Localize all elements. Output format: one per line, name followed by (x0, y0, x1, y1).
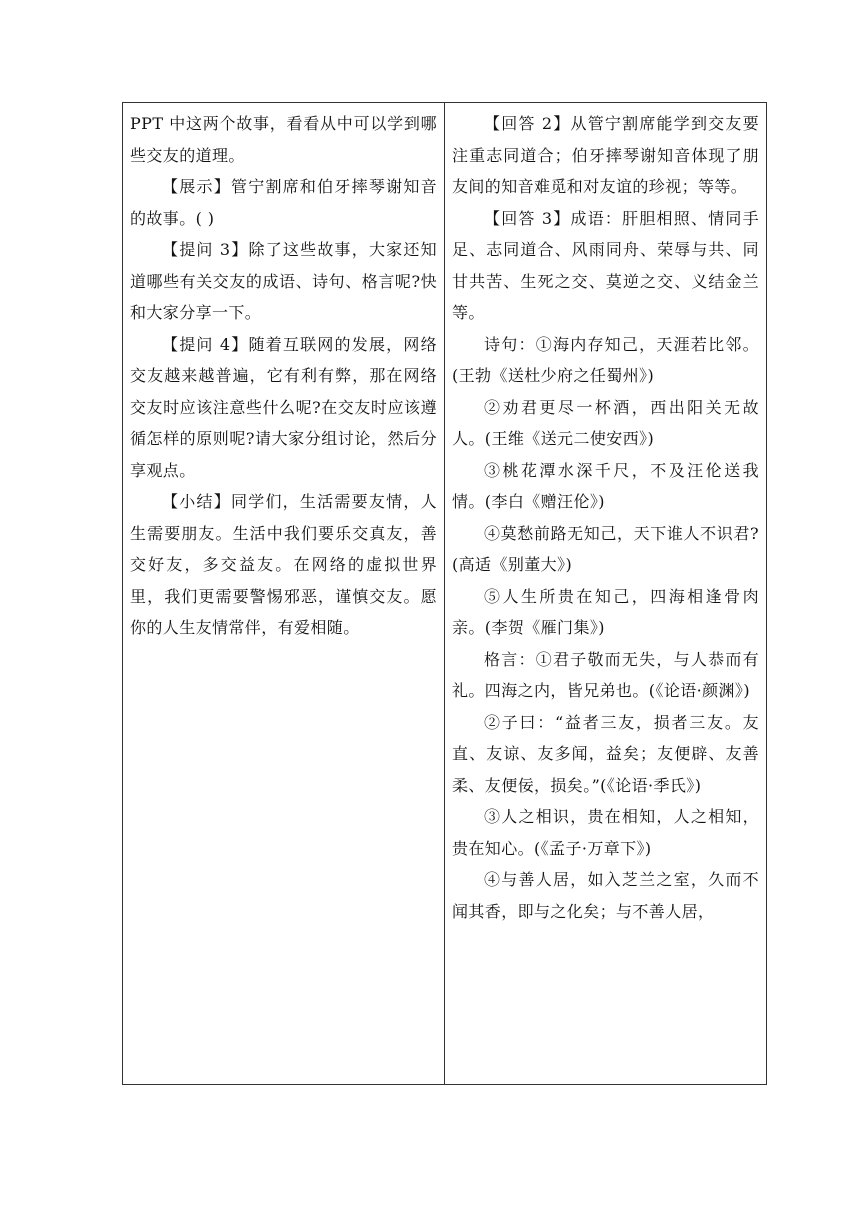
answer3-text: 成语：肝胆相照、情同手足、志同道合、风雨同舟、荣辱与共、同甘共苦、生死之交、莫逆之交、义结金兰等。 (452, 208, 759, 322)
maxim-line: ③人之相识，贵在相知，人之相知，贵在知心。(《孟子·万章下》) (452, 807, 759, 858)
question3-paragraph (130, 234, 437, 329)
poem-line: ③桃花潭水深千尺，不及汪伦送我情。(李白《赠汪伦》) (452, 460, 759, 511)
question4-tag: 【提问 4】 (162, 334, 249, 354)
lesson-plan-table (122, 102, 767, 1085)
answer3-paragraph (452, 203, 759, 329)
answer2-text: 从管宁割席能学到交友要注重志同道合；伯牙摔琴谢知音体现了朋友间的知音难觅和对友谊的珍视；等等。 (452, 114, 759, 196)
poem-line: ②劝君更尽一杯酒，西出阳关无故人。(王维《送元二使安西》) (452, 397, 759, 448)
student-activity-cell (445, 103, 767, 1085)
teacher-activity-cell (123, 103, 445, 1085)
show-tag: 【展示】 (162, 177, 231, 196)
poem-line: 诗句：①海内存知己，天涯若比邻。(王勃《送杜少府之任蜀州》) (452, 334, 759, 385)
question4-text: 随着互联网的发展，网络交友越来越普遍，它有利有弊，那在网络交友时应该注意些什么呢?在交友时应该遵循怎样的原则呢?请大家分组讨论，然后分享观点。 (130, 334, 437, 480)
answer2-paragraph (452, 108, 759, 203)
summary-text: 同学们，生活需要友情，人生需要朋友。生活中我们要乐交真友，善交好友，多交益友。在网络的虚拟世界里，我们更需要警惕邪恶，谨慎交友。愿你的人生友情常伴，有爱相随。 (130, 492, 437, 637)
summary-tag: 【小结】 (162, 492, 231, 511)
question4-paragraph (130, 329, 437, 487)
answer2-tag: 【回答 2】 (484, 114, 571, 133)
question3-tag: 【提问 3】 (162, 240, 249, 259)
show-text: 管宁割席和伯牙摔琴谢知音的故事。( ) (130, 177, 437, 228)
summary-paragraph (130, 486, 437, 644)
intro-paragraph: PPT 中这两个故事，看看从中可以学到哪些交友的道理。 (130, 114, 437, 165)
poem-line: ⑤人生所贵在知己，四海相逢骨肉亲。(李贺《雁门集》) (452, 586, 759, 637)
question3-text: 除了这些故事，大家还知道哪些有关交友的成语、诗句、格言呢?快和大家分享一下。 (130, 240, 437, 322)
answer3-tag: 【回答 3】 (484, 208, 571, 228)
table-row (123, 103, 767, 1085)
maxim-line: 格言：①君子敬而无失，与人恭而有礼。四海之内，皆兄弟也。(《论语·颜渊》) (452, 649, 759, 700)
poem-line: ④莫愁前路无知己，天下谁人不识君?(高适《别董大》) (452, 523, 759, 574)
show-paragraph (130, 171, 437, 234)
maxim-line: ②子曰：“益者三友，损者三友。友直、友谅、友多闻，益矣；友便辟、友善柔、友便佞，损矣。”(《论语·季氏》) (452, 712, 759, 795)
maxim-line: ④与善人居，如入芝兰之室，久而不闻其香，即与之化矣；与不善人居， (452, 870, 759, 921)
